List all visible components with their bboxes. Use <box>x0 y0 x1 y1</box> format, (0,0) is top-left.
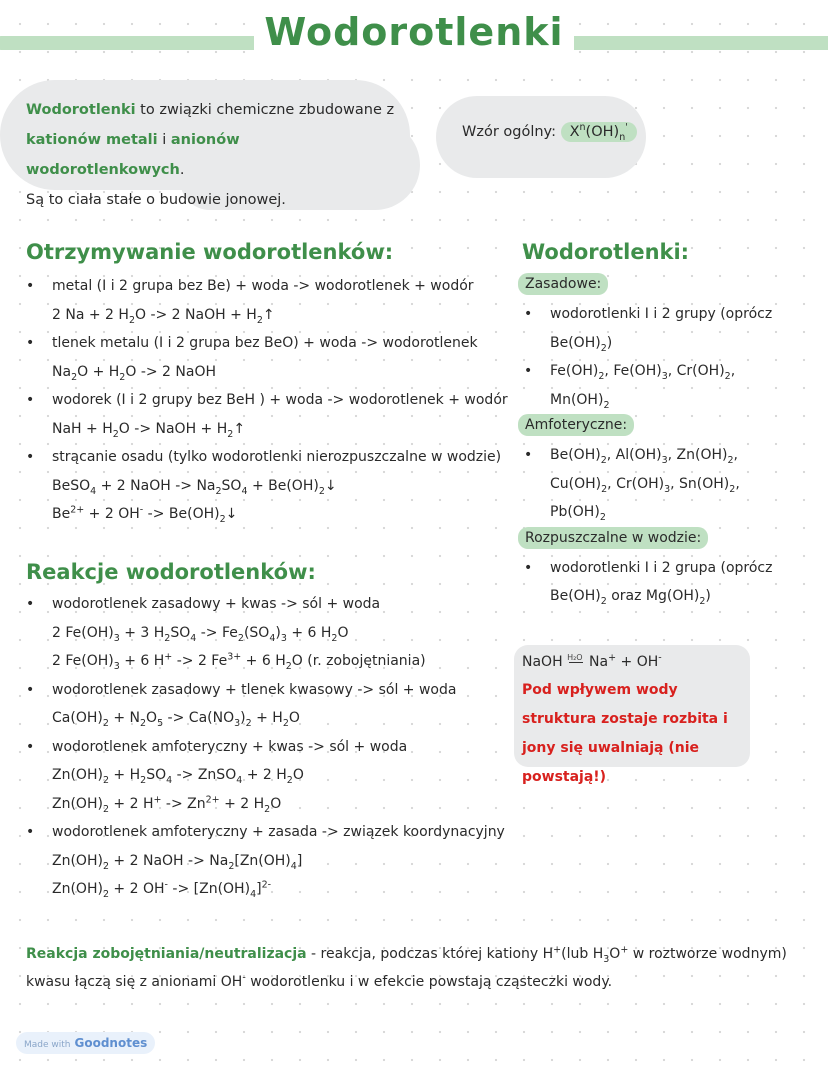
list-item: • strącanie osadu (tylko wodorotlenki nierozpuszczalne w wodzie) <box>26 449 502 465</box>
list-item: • $Fe(OH)_2$, $Fe(OH)_3$, $Cr(OH)_2$, <box>524 363 736 382</box>
list-item: • wodorotlenek zasadowy + kwas -> sól + woda <box>26 596 381 612</box>
equation: NaH + $H_2O$ -> NaOH + $H_2↑$ <box>52 420 246 440</box>
equation: $Zn(OH)_2 + 2$ $H^+ -> Zn^{2+} + 2$ $H_2O$ <box>52 793 282 815</box>
equation: 2 $Fe(OH)_3 + 3$ $H_2SO_4 -> Fe_2(SO_4)_3 + 6$ $H_2O$ <box>52 624 349 644</box>
arrow-over-label: H₂O <box>567 653 583 662</box>
equation: $Na_2O + H_2O -> 2$ NaOH <box>52 363 217 383</box>
intro-term: Wodorotlenki <box>26 102 136 118</box>
section-heading-side: Wodorotlenki: <box>522 240 690 264</box>
reakcje-list <box>26 590 506 904</box>
list-item-cont: $Cu(OH)_2$, $Cr(OH)_3$, $Sn(OH)_2$, <box>550 475 740 495</box>
equation: 2 $Fe(OH)_3 + 6$ H+ -> 2 $Fe^{3+} + 6$ $H_2O$ (r. zobojętniania) <box>52 651 426 672</box>
side-list <box>518 273 818 611</box>
equation: $Be^{2+} + 2$ $OH^- -> Be(OH)_2↓$ <box>52 504 238 525</box>
list-item-cont: $Mn(OH)_2$ <box>550 391 610 411</box>
list-item: • metal (I i 2 grupa bez Be) + woda -> wodorotlenek + wodór <box>26 278 474 294</box>
list-item-cont: $Pb(OH)_2$ <box>550 504 606 523</box>
list-item: • $Be(OH)_2$, $Al(OH)_3$, $Zn(OH)_2$, <box>524 447 738 466</box>
note-warning-text: Pod wpływem wody struktura zostaje rozbita i jony się uwalniają (nie powstają!) <box>522 682 728 785</box>
list-item: • tlenek metalu (I i 2 grupa bez BeO) + woda -> wodorotlenek <box>26 335 478 351</box>
equation: $Zn(OH)_2 + 2$ NaOH -> $Na_2[Zn(OH)_4]$ <box>52 852 303 872</box>
general-formula: Wzór ogólny: $X^n(OH)_n'$ <box>462 124 637 140</box>
equation: $Zn(OH)_2 + 2$ $OH^- -> [Zn(OH)_4]^{2-}$ <box>52 879 272 900</box>
equation: $Zn(OH)_2 + H_2SO_4$ -> ZnSO$_4$ + 2 $H_2O$ <box>52 767 304 786</box>
list-item: • wodorotlenek amfoteryczny + zasada -> związek koordynacyjny <box>26 824 505 840</box>
section-heading-reakcje: Reakcje wodorotlenków: <box>26 560 316 584</box>
section-heading-otrzymywanie: Otrzymywanie wodorotlenków: <box>26 240 394 264</box>
category-rozpuszczalne: Rozpuszczalne w wodzie: <box>518 527 708 549</box>
list-item: • wodorotlenek amfoteryczny + kwas -> sól + woda <box>26 738 408 755</box>
category-zasadowe: Zasadowe: <box>518 273 608 295</box>
definition-term: Reakcja zobojętniania/neutralizacja <box>26 946 307 962</box>
category-amfoteryczne: Amfoteryczne: <box>518 414 634 436</box>
dissociation-equation: NaOH H₂O Na+ + OH- <box>522 648 662 678</box>
list-item-cont: $Be(OH)_2$) <box>550 334 613 354</box>
page-title: Wodorotlenki <box>0 10 828 54</box>
equation: BeSO$_4$ + 2 NaOH -> $Na_2SO_4$ + $Be(OH)_2↓$ <box>52 477 337 497</box>
equation: $Ca(OH)_2 + N_2O_5 -> Ca(NO_3)_2 + H_2O$ <box>52 710 300 729</box>
definition-paragraph: Reakcja zobojętniania/neutralizacja - reakcja, podczas której kationy H+(lub $H_3O^+$ w roztworze wodnym) kwasu łączą się z anionami OH- wodorotlenku i w efekcie powstają cząsteczki wody. <box>26 944 787 990</box>
made-with-goodnotes-badge: Made with Goodnotes <box>16 1032 155 1054</box>
list-item: • wodorotlenki I i 2 grupa (oprócz <box>524 559 773 576</box>
formula-highlight: $X^n(OH)_n'$ <box>561 122 637 142</box>
list-item: • wodorek (I i 2 grupy bez BeH ) + woda -> wodorotlenek + wodór <box>26 392 508 408</box>
list-item: • wodorotlenki I i 2 grupy (oprócz <box>524 306 773 322</box>
list-item-cont: $Be(OH)_2$ oraz $Mg(OH)_2$) <box>550 588 711 607</box>
list-item: • wodorotlenek zasadowy + tlenek kwasowy -> sól + woda <box>26 681 457 698</box>
intro-paragraph: Wodorotlenki to związki chemiczne zbudowane z kationów metali i anionów wodorotlenkowych. Są to ciała stałe o budowie jonowej. <box>26 102 395 208</box>
otrzymywanie-list <box>26 272 506 529</box>
equation: 2 Na + 2 $H_2O -> 2$ NaOH + $H_2↑$ <box>52 306 275 326</box>
